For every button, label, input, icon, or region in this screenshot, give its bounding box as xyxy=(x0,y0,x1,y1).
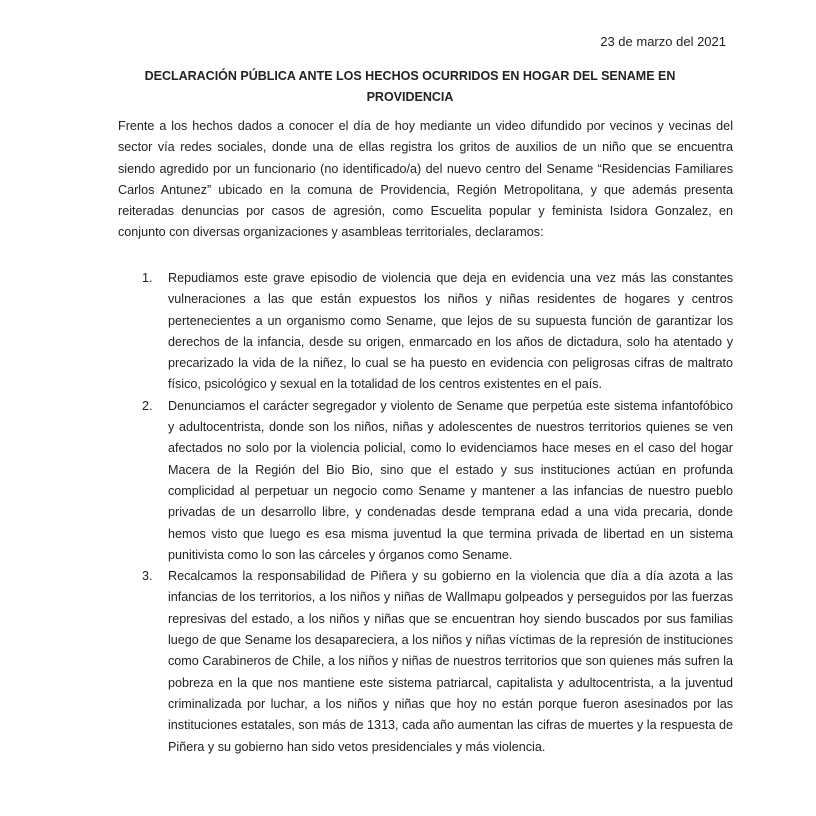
list-item xyxy=(118,396,733,566)
intro-paragraph: Frente a los hechos dados a conocer el día de hoy mediante un video difundido por vecinos y vecinas del sector vía redes sociales, donde una de ellas registra los gritos de auxilios de un niño que se encuentra siendo agredido por un funcionario (no identificado/a) del nuevo centro del Sename “Residencias Familiares Carlos Antunez” ubicado en la comuna de Providencia, Región Metropolitana, y que además presenta reiteradas denuncias por casos de agresión, como Escuelita popular y feminista Isidora Gonzalez, en conjunto con diversas organizaciones y asambleas territoriales, declaramos: xyxy=(118,119,733,240)
list-item-text: Repudiamos este grave episodio de violencia que deja en evidencia una vez más las constantes vulneraciones a las que están expuestos los niños y niñas residentes de hogares y centros pertenecientes a un organismo como Sename, que lejos de su supuesta función de garantizar los derechos de la infancia, desde su origen, enmarcado en los años de dictadura, solo ha atentado y precarizado la vida de la niñez, lo cual se ha puesto en evidencia con peligrosas cifras de maltrato físico, psicológico y sexual en la totalidad de los centros existentes en el país. xyxy=(168,271,733,392)
list-item-number: 3. xyxy=(142,569,153,584)
list-item-number: 1. xyxy=(142,271,153,285)
document-date: 23 de marzo del 2021 xyxy=(600,34,726,49)
declaration-list xyxy=(118,268,733,758)
list-item-text: Denunciamos el carácter segregador y violento de Sename que perpetúa este sistema infantofóbico y adultocentrista, donde son los niños, niñas y adolescentes de nuestros territorios quienes se ven afectados no solo por la violencia policial, como lo evidenciamos hace meses en el caso del hogar Macera de la Región del Bio Bio, sino que el estado y sus instituciones actúan en profunda complicidad al perpetuar un negocio como Sename y mantener a las infancias de nuestro pueblo privadas de un desarrollo libre, y condenadas desde temprana edad a una vida precaria, donde hemos visto que luego es esa misma juventud la que termina privada de libertad en un sistema punitivista como lo son las cárceles y órganos como Sename. xyxy=(168,398,733,562)
document-title: DECLARACIÓN PÚBLICA ANTE LOS HECHOS OCURRIDOS EN HOGAR DEL SENAME EN PROVIDENCIA xyxy=(144,69,676,104)
list-item xyxy=(118,268,733,396)
list-item-number: 2. xyxy=(142,398,153,413)
list-item xyxy=(118,566,733,758)
list-item-text: Recalcamos la responsabilidad de Piñera y su gobierno en la violencia que día a día azota a las infancias de los territorios, a los niños y niñas de Wallmapu golpeados y perseguidos por las fuerzas represivas del estado, a los niños y niñas que se encuentran hoy siendo buscados por sus familias luego de que Sename los desapareciera, a los niños y niñas víctimas de la represión de instituciones como Carabineros de Chile, a los niños y niñas de nuestros territorios que son quienes más sufren la pobreza en la que nos mantiene este sistema patriarcal, capitalista y adultocentrista, a la juventud criminalizada por luchar, a los niños y niñas que hoy no están porque fueron asesinados por las instituciones estatales, son más de 1313, cada año aumentan las cifras de muertes y la respuesta de Piñera y su gobierno han sido vetos presidenciales y más violencia. xyxy=(168,569,733,754)
